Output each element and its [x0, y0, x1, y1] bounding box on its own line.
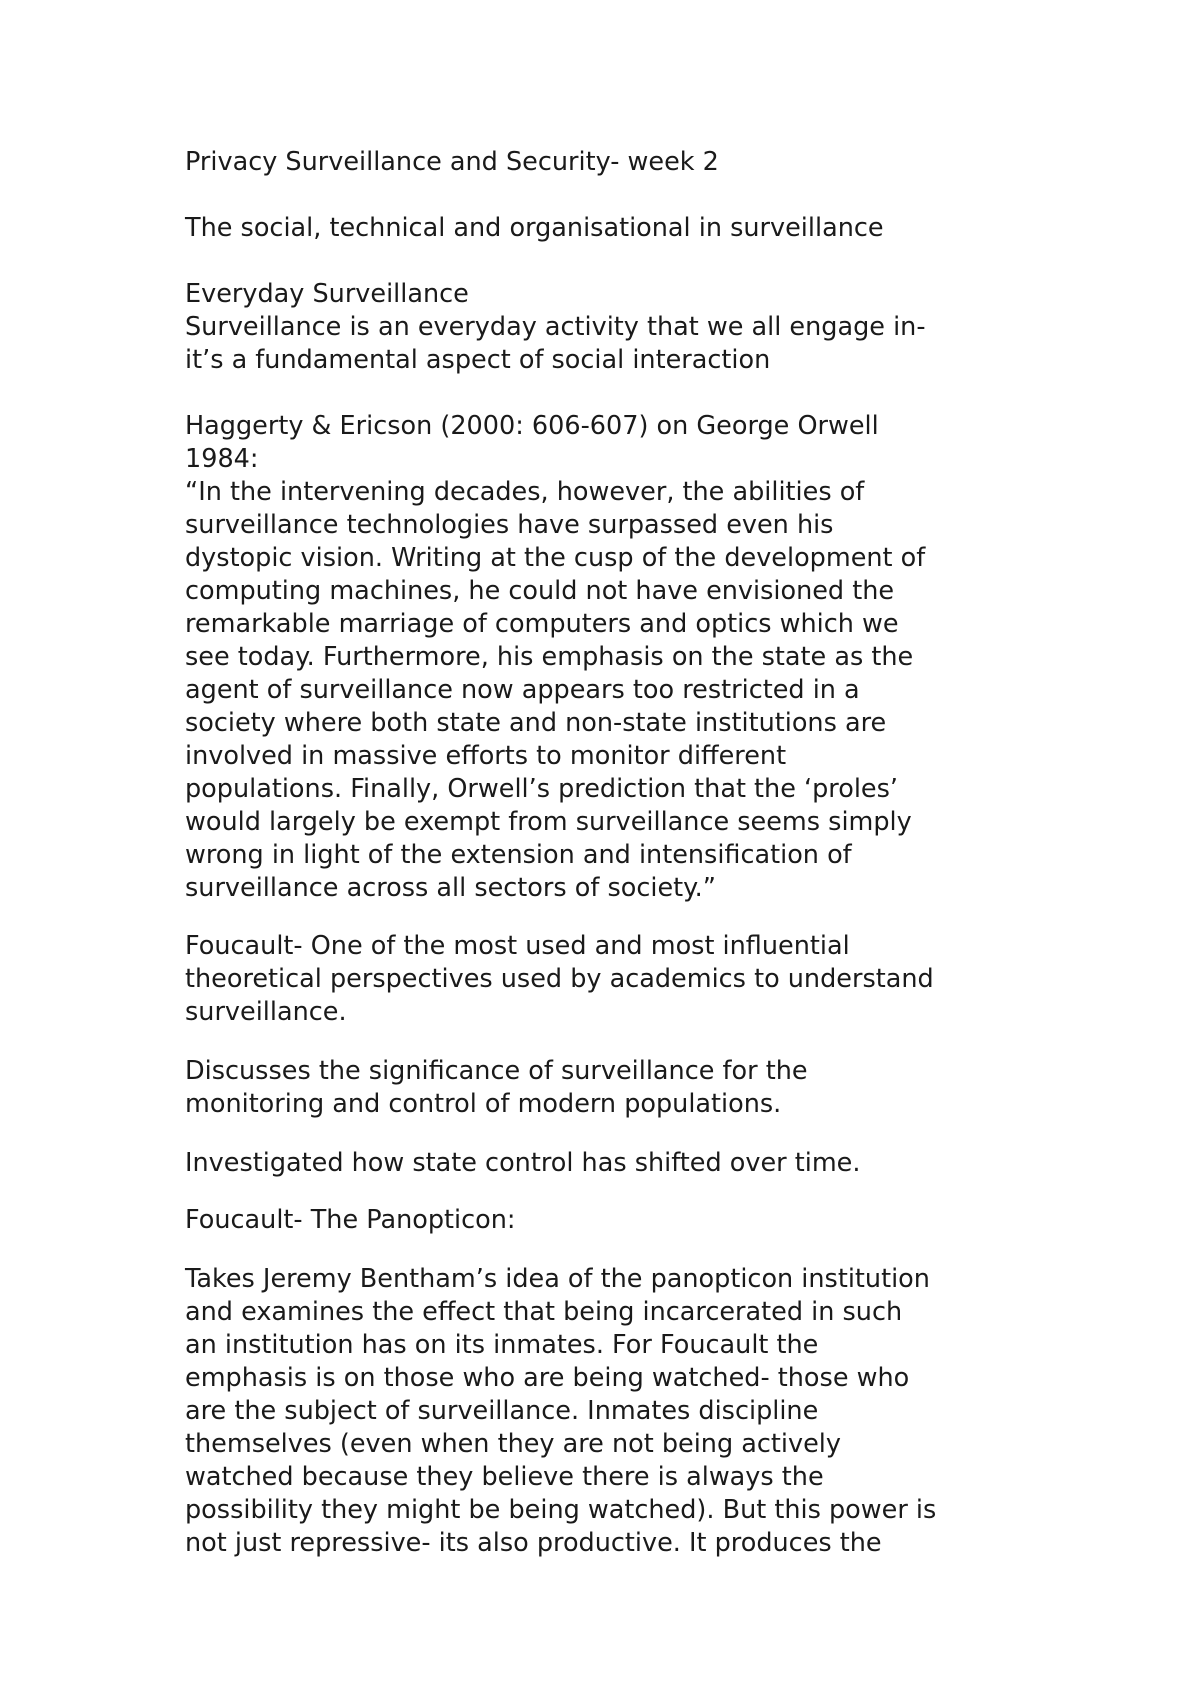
- section-heading-everyday: Everyday Surveillance: [185, 279, 469, 309]
- citation-line: Haggerty & Ericson (2000: 606-607) on George Orwell: [185, 411, 879, 441]
- paragraph-line: Foucault- One of the most used and most influential: [185, 931, 850, 961]
- paragraph-line: Discusses the significance of surveillance for the: [185, 1056, 808, 1086]
- section-heading-panopticon: Foucault- The Panopticon:: [185, 1205, 516, 1235]
- paragraph-line: it’s a fundamental aspect of social interaction: [185, 345, 771, 375]
- paragraph-line: emphasis is on those who are being watched- those who: [185, 1363, 910, 1393]
- quote-line: surveillance across all sectors of society.”: [185, 873, 716, 903]
- quote-line: society where both state and non-state institutions are: [185, 708, 887, 738]
- paragraph-line: themselves (even when they are not being actively: [185, 1429, 841, 1459]
- quote-line: “In the intervening decades, however, the abilities of: [185, 477, 865, 507]
- document-subtitle: The social, technical and organisational in surveillance: [185, 213, 884, 243]
- quote-line: computing machines, he could not have envisioned the: [185, 576, 895, 606]
- paragraph-line: and examines the effect that being incarcerated in such: [185, 1297, 903, 1327]
- quote-line: populations. Finally, Orwell’s prediction that the ‘proles’: [185, 774, 898, 804]
- quote-line: surveillance technologies have surpassed even his: [185, 510, 834, 540]
- paragraph-line: are the subject of surveillance. Inmates discipline: [185, 1396, 819, 1426]
- document-title: Privacy Surveillance and Security- week 2: [185, 147, 719, 177]
- paragraph-line: not just repressive- its also productive. It produces the: [185, 1528, 882, 1558]
- quote-line: would largely be exempt from surveillance seems simply: [185, 807, 912, 837]
- quote-line: see today. Furthermore, his emphasis on the state as the: [185, 642, 914, 672]
- paragraph-line: theoretical perspectives used by academics to understand: [185, 964, 934, 994]
- quote-line: wrong in light of the extension and intensification of: [185, 840, 852, 870]
- paragraph-line: Investigated how state control has shifted over time.: [185, 1148, 861, 1178]
- paragraph-line: possibility they might be being watched). But this power is: [185, 1495, 937, 1525]
- paragraph-line: Surveillance is an everyday activity that we all engage in-: [185, 312, 926, 342]
- citation-line: 1984:: [185, 444, 259, 474]
- quote-line: agent of surveillance now appears too restricted in a: [185, 675, 860, 705]
- paragraph-line: watched because they believe there is always the: [185, 1462, 824, 1492]
- quote-line: involved in massive efforts to monitor different: [185, 741, 787, 771]
- paragraph-line: surveillance.: [185, 997, 347, 1027]
- paragraph-line: monitoring and control of modern populations.: [185, 1089, 782, 1119]
- quote-line: remarkable marriage of computers and optics which we: [185, 609, 899, 639]
- quote-line: dystopic vision. Writing at the cusp of the development of: [185, 543, 926, 573]
- paragraph-line: Takes Jeremy Bentham’s idea of the panopticon institution: [185, 1264, 930, 1294]
- paragraph-line: an institution has on its inmates. For Foucault the: [185, 1330, 819, 1360]
